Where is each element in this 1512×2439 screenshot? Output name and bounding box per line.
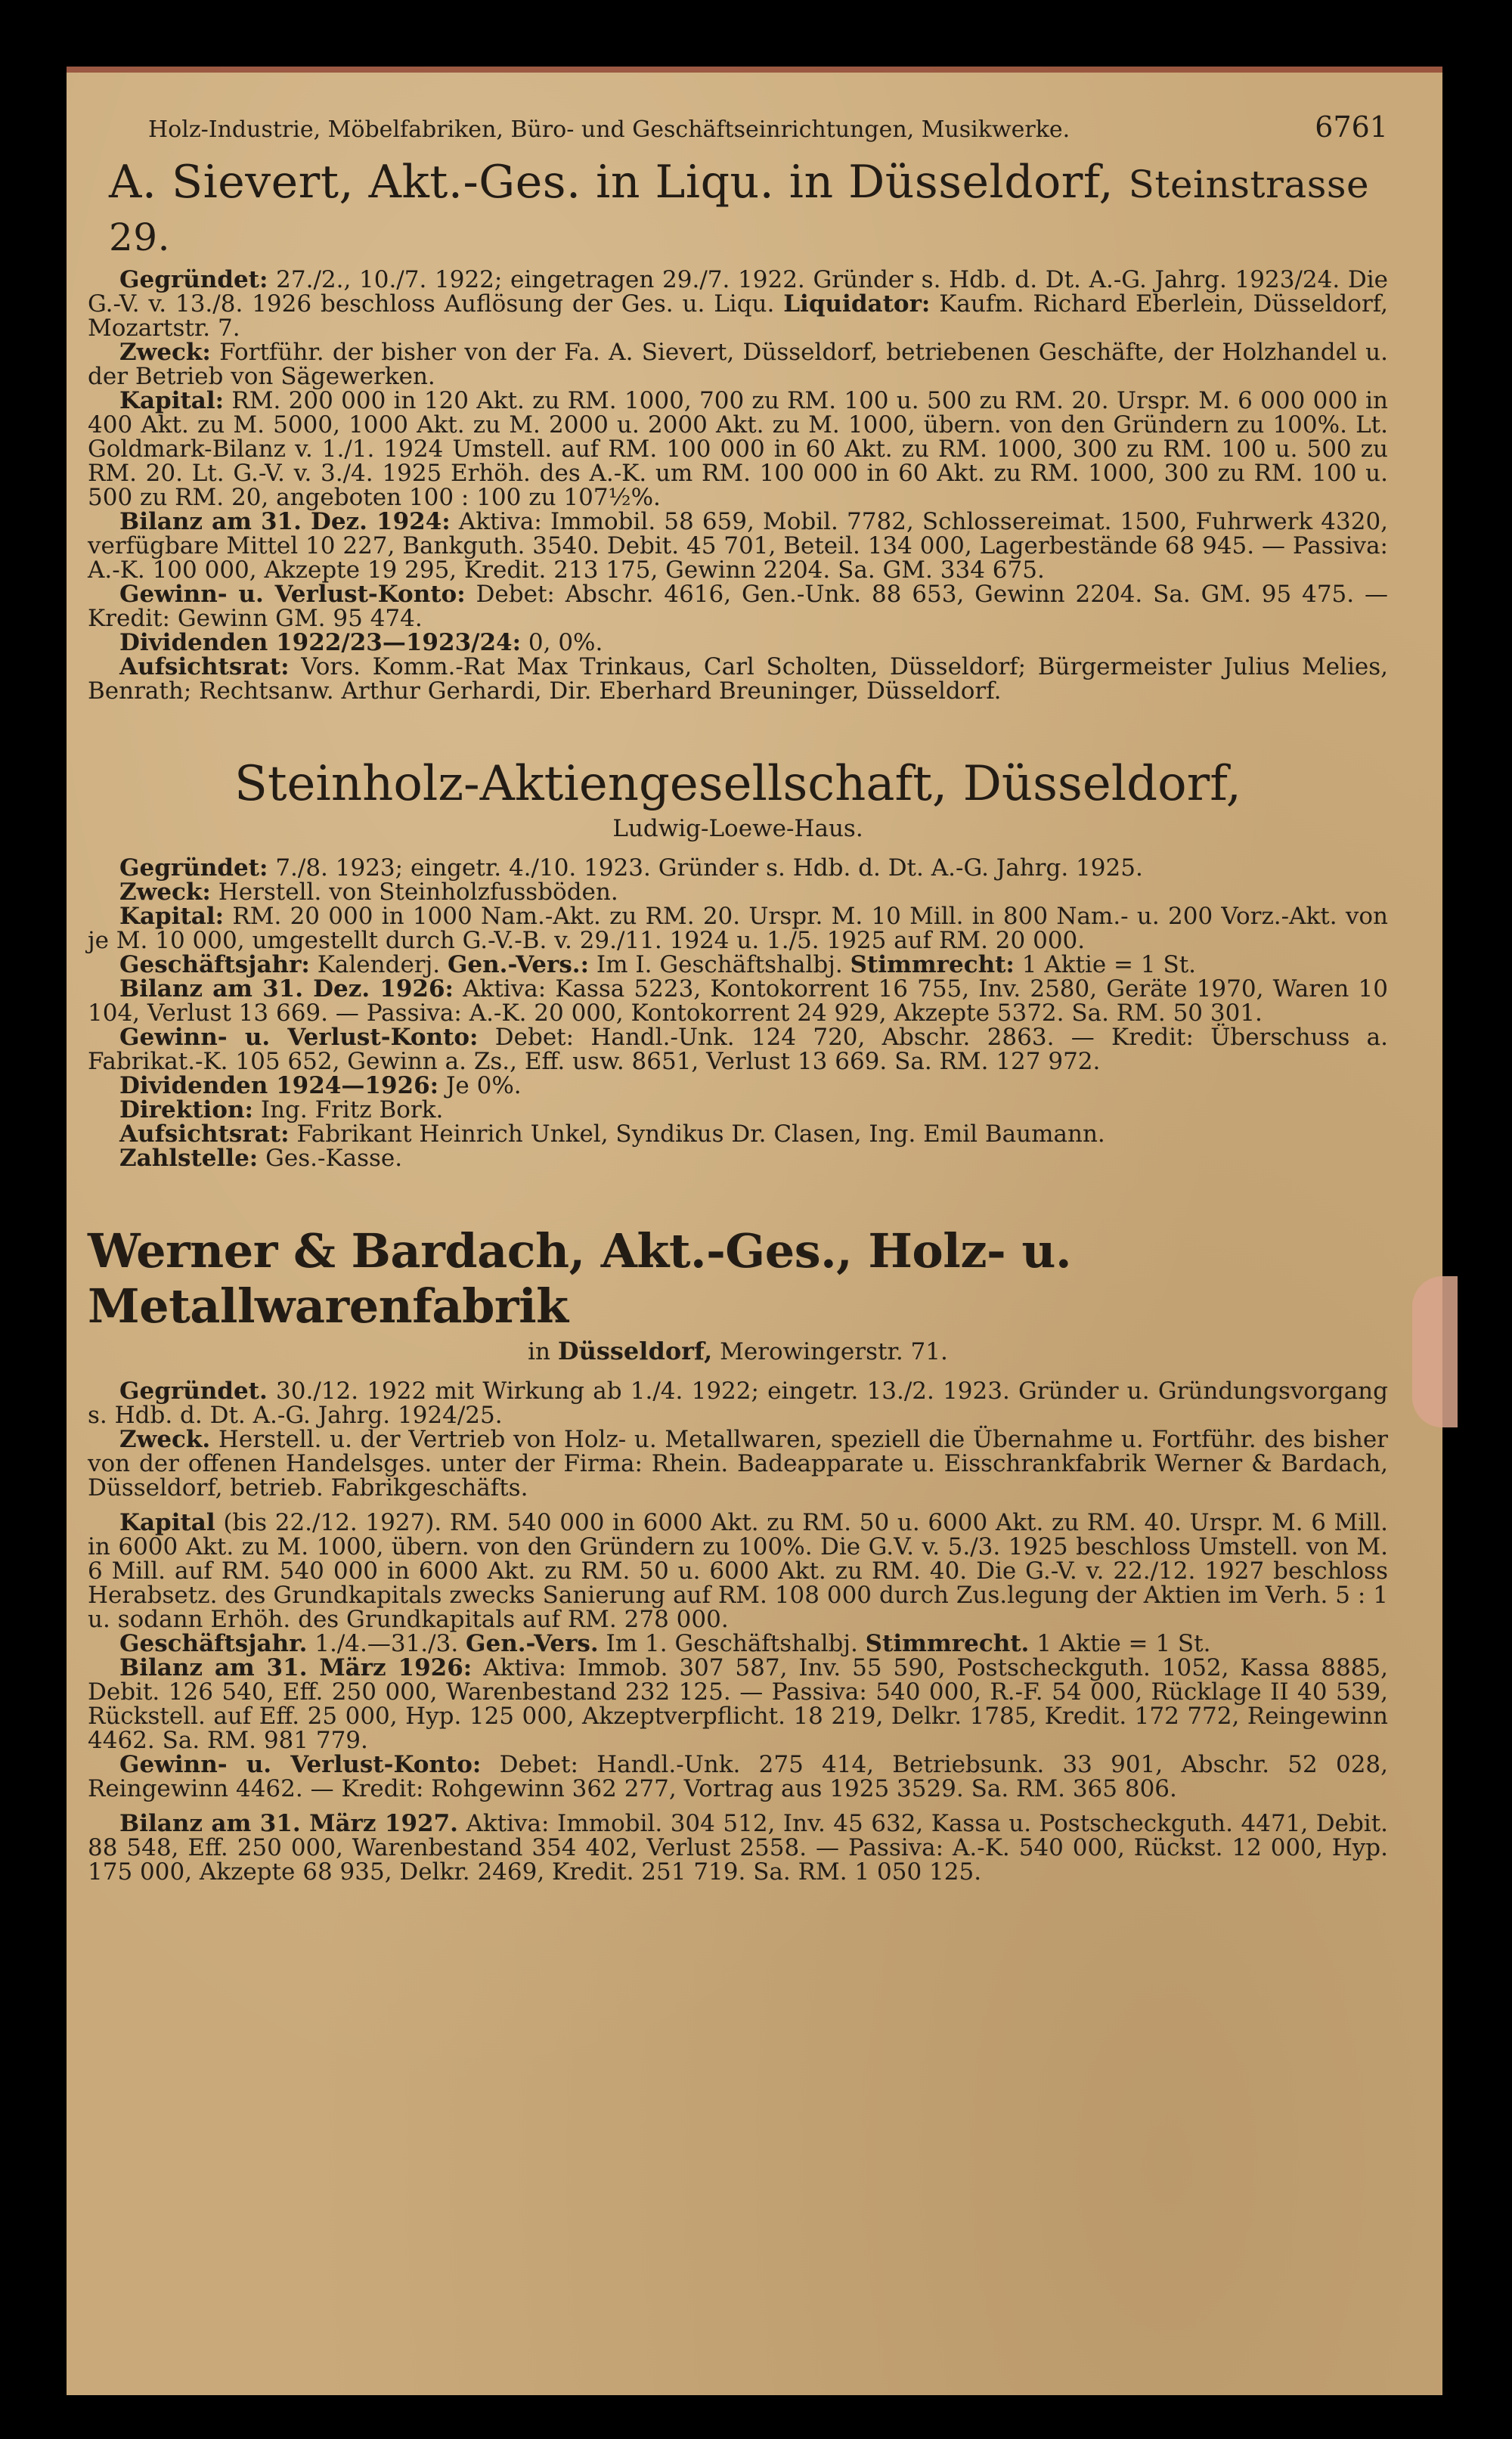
entry-label: Aufsichtsrat: [119, 1120, 290, 1148]
entry-text: Debet: Abschr. 4616, Gen.-Unk. 88 653, Gewinn 2204. Sa. GM. 95 475. — Kredit: Gewinn GM. 95 474. [88, 581, 1388, 632]
entry-text: 27./2., 10./7. 1922; eingetragen 29./7. 1922. Gründer s. Hdb. d. Dt. A.-G. Jahrg. 1923/24. Die G.-V. v. 13./8. 1926 beschloss Auflösung der Ges. u. Liqu. [88, 266, 1388, 318]
entry-text: Debet: Handl.-Unk. 124 720, Abschr. 2863. — Kredit: Überschuss a. Fabrikat.-K. 105 652, Gewinn a. Zs., Eff. usw. 8651, Verlust 13 669. Sa. RM. 127 972. [88, 1024, 1388, 1075]
entry [88, 1427, 1388, 1500]
entry-label: Gen.-Vers. [466, 1630, 599, 1657]
entry [88, 977, 1388, 1025]
entry-text: Je 0%. [445, 1072, 522, 1099]
entry-label: Kapital: [119, 387, 225, 414]
page-content [88, 110, 1388, 1884]
entry [88, 1098, 1388, 1122]
entry-text: Kaufm. Richard Eberlein, Düsseldorf, Mozartstr. 7. [88, 290, 1388, 342]
thumb [1412, 1276, 1458, 1427]
entry-list-steinholz [88, 856, 1388, 1170]
entry-text: 1 Aktie = 1 St. [1021, 951, 1197, 978]
firm-address: Steinstrasse 29. [109, 163, 1370, 259]
entry-text: Fortführ. der bisher von der Fa. A. Sievert, Düsseldorf, betriebenen Geschäfte, der Holzhandel u. der Betrieb von Sägewerken. [88, 339, 1389, 390]
entry-text: Aktiva: Immob. 307 587, Inv. 55 590, Postscheckguth. 1052, Kassa 8885, Debit. 126 540, Eff. 250 000, Warenbestand 232 125. — Passiva: 540 000, R.-F. 54 000, Rücklage II 40 539, Rückstell. auf Eff. 25 000, Hyp. 125 000, Akzeptverpflicht. 18 219, Delkr. 1785, Kredit. 172 772, Reingewinn 4462. Sa. RM. 981 779. [88, 1654, 1388, 1754]
entry-text: Aktiva: Kassa 5223, Kontokorrent 16 755, Inv. 2580, Geräte 1970, Waren 10 104, Verlust 13 669. — Passiva: A.-K. 20 000, Kontokorrent 24 929, Akzepte 5372. Sa. RM. 50 301. [88, 975, 1388, 1027]
entry-text: Aktiva: Immobil. 304 512, Inv. 45 632, Kassa u. Postscheckguth. 4471, Debit. 88 548, Eff. 250 000, Warenbestand 354 402, Verlust 2558. — Passiva: A.-K. 540 000, Rückst. 12 000, Hyp. 175 000, Akzepte 68 935, Delkr. 2469, Kredit. 251 719. Sa. RM. 1 050 125. [88, 1810, 1389, 1886]
entry [88, 1811, 1388, 1884]
entry [88, 1656, 1388, 1753]
entry-list-werner [88, 1379, 1388, 1884]
header-title: Holz-Industrie, Möbelfabriken, Büro- und Geschäftseinrichtungen, Musikwerke. [148, 116, 1070, 143]
entry-label: Stimmrecht: [850, 951, 1015, 978]
entry [88, 1122, 1388, 1146]
entry-text: 0, 0%. [528, 629, 603, 656]
subtitle-city: Düsseldorf, [557, 1337, 713, 1365]
entry [88, 880, 1388, 904]
entry-text: Herstell. von Steinholzfussböden. [218, 879, 618, 906]
entry [88, 1146, 1388, 1170]
page-edge [67, 67, 1442, 73]
entry [88, 582, 1388, 631]
entry-text: 1 Aktie = 1 St. [1036, 1630, 1211, 1657]
entry-label: Gegründet: [119, 854, 268, 882]
entry [88, 1379, 1388, 1427]
running-header [88, 110, 1388, 144]
entry-label: Geschäftsjahr: [119, 951, 310, 978]
entry-label: Zahlstelle: [119, 1145, 259, 1172]
spacer [88, 1170, 1388, 1193]
entry-label: Zweck: [119, 879, 211, 906]
firm-name: A. Sievert, Akt.-Ges. in Liqu. in Düsseldorf, [109, 156, 1114, 209]
entry-text: 1./4.—31./3. [314, 1630, 459, 1657]
entry-text: Vors. Komm.-Rat Max Trinkaus, Carl Scholten, Düsseldorf; Bürgermeister Julius Melies, Benrath; Rechtsanw. Arthur Gerhardi, Dir. Eberhard Breuninger, Düsseldorf. [88, 653, 1389, 705]
entry [88, 1025, 1388, 1074]
entry-label: Dividenden 1922/23—1923/24: [119, 629, 522, 656]
firm-heading-sievert [109, 156, 1388, 262]
subtitle-prefix: in [528, 1338, 551, 1365]
entry-text: Im I. Geschäftshalbj. [596, 951, 843, 978]
entry [88, 904, 1388, 953]
entry-label: Zweck: [119, 339, 211, 366]
entry-label: Bilanz am 31. Dez. 1926: [119, 975, 454, 1003]
page-number: 6761 [1315, 110, 1388, 144]
firm-subtitle [88, 1337, 1388, 1365]
entry-label: Stimmrecht. [865, 1630, 1030, 1657]
book-page [67, 67, 1442, 2395]
entry-label: Kapital [119, 1509, 215, 1536]
entry-label: Gen.-Vers.: [447, 951, 590, 978]
entry-text: Fabrikant Heinrich Unkel, Syndikus Dr. Clasen, Ing. Emil Baumann. [296, 1120, 1105, 1148]
entry [88, 655, 1388, 703]
entry-label: Gewinn- u. Verlust-Konto: [119, 1024, 479, 1051]
entry [88, 389, 1388, 510]
entry [88, 1511, 1388, 1632]
entry [88, 1632, 1388, 1656]
entry-text: Im 1. Geschäftshalbj. [606, 1630, 858, 1657]
entry-label: Bilanz am 31. Dez. 1924: [119, 508, 451, 535]
entry [88, 953, 1388, 977]
entry-text: 30./12. 1922 mit Wirkung ab 1./4. 1922; eingetr. 13./2. 1923. Gründer u. Gründungsvorgang s. Hdb. d. Dt. A.-G. Jahrg. 1924/25. [88, 1378, 1388, 1429]
spacer [88, 703, 1388, 726]
entry-label: Kapital: [119, 903, 225, 930]
entry [88, 268, 1388, 340]
entry [88, 510, 1388, 582]
entry-text: Aktiva: Immobil. 58 659, Mobil. 7782, Schlossereimat. 1500, Fuhrwerk 4320, verfügbare Mittel 10 227, Bankguth. 3540. Debit. 45 701, Beteil. 134 000, Lagerbestände 68 945. — Passiva: A.-K. 100 000, Akzepte 19 295, Kredit. 213 175, Gewinn 2204. Sa. GM. 334 675. [88, 508, 1389, 584]
entry-text: RM. 200 000 in 120 Akt. zu RM. 1000, 700 zu RM. 100 u. 500 zu RM. 20. Urspr. M. 6 000 000 in 400 Akt. zu M. 5000, 1000 Akt. zu M. 2000 u. 2000 Akt. zu M. 1000, übern. von den Gründern zu 100%. Lt. Goldmark-Bilanz v. 1./1. 1924 Umstell. auf RM. 100 000 in 60 Akt. zu RM. 1000, 300 zu RM. 100 u. 500 zu RM. 20. Lt. G.-V. v. 3./4. 1925 Erhöh. des A.-K. um RM. 100 000 in 60 Akt. zu RM. 1000, 300 zu RM. 100 u. 500 zu RM. 20, angeboten 100 : 100 zu 107½%. [88, 387, 1388, 511]
entry-label: Gewinn- u. Verlust-Konto: [119, 581, 466, 608]
firm-heading-steinholz: Steinholz-Aktiengesellschaft, Düsseldorf, [234, 756, 1242, 812]
entry-text: Debet: Handl.-Unk. 275 414, Betriebsunk. 33 901, Abschr. 52 028, Reingewinn 4462. — Kredit: Rohgewinn 362 277, Vortrag aus 1925 3529. Sa. RM. 365 806. [88, 1751, 1388, 1802]
entry-label: Bilanz am 31. März 1927. [119, 1810, 458, 1837]
entry-label: Aufsichtsrat: [119, 653, 290, 680]
firm-heading-werner: Werner & Bardach, Akt.-Ges., Holz- u. Metallwarenfabrik [88, 1223, 1072, 1334]
firm-subtitle: Ludwig-Loewe-Haus. [612, 815, 863, 842]
entry-label: Gegründet: [119, 266, 268, 293]
entry-text: Herstell. u. der Vertrieb von Holz- u. Metallwaren, speziell die Übernahme u. Fortführ. des bisher von der offenen Handelsges. unter der Firma: Rhein. Badeapparate u. Eisschrankfabrik Werner & Bardach, Düsseldorf, betrieb. Fabrikgeschäfts. [88, 1426, 1388, 1502]
entry-text: (bis 22./12. 1927). RM. 540 000 in 6000 Akt. zu RM. 50 u. 6000 Akt. zu RM. 40. Urspr. M. 6 Mill. in 6000 Akt. zu M. 1000, übern. von den Gründern zu 100%. Die G.V. v. 5./3. 1925 beschloss Umstell. von M. 6 Mill. auf RM. 540 000 in 6000 Akt. zu RM. 50 u. 6000 Akt. zu RM. 40. Die G.-V. v. 22./12. 1927 beschloss Herabsetz. des Grundkapitals zwecks Sanierung auf RM. 108 000 durch Zus.legung der Aktien im Verh. 5 : 1 u. sodann Erhöh. des Grundkapitals auf RM. 278 000. [88, 1509, 1389, 1633]
entry [88, 856, 1388, 880]
entry-text: Ing. Fritz Bork. [260, 1096, 444, 1123]
entry-text: RM. 20 000 in 1000 Nam.-Akt. zu RM. 20. Urspr. M. 10 Mill. in 800 Nam.- u. 200 Vorz.-Akt. von je M. 10 000, umgestellt durch G.-V.-B. v. 29./11. 1924 u. 1./5. 1925 auf RM. 20 000. [88, 903, 1388, 954]
entry-label: Zweck. [119, 1426, 211, 1453]
entry-text: Ges.-Kasse. [265, 1145, 403, 1172]
entry-text: Kalenderj. [317, 951, 441, 978]
entry-label: Dividenden 1924—1926: [119, 1072, 439, 1099]
entry-label: Gewinn- u. Verlust-Konto: [119, 1751, 482, 1778]
entry-label: Liquidator: [783, 290, 931, 318]
entry-label: Bilanz am 31. März 1926: [119, 1654, 472, 1681]
entry [88, 1074, 1388, 1098]
entry [88, 631, 1388, 655]
entry-label: Direktion: [119, 1096, 253, 1123]
entry-label: Geschäftsjahr. [119, 1630, 308, 1657]
subtitle-address: Merowingerstr. 71. [720, 1338, 948, 1365]
entry-list-sievert [88, 268, 1388, 703]
entry [88, 340, 1388, 389]
entry-text: 7./8. 1923; eingetr. 4./10. 1923. Gründer s. Hdb. d. Dt. A.-G. Jahrg. 1925. [275, 854, 1143, 882]
entry-label: Gegründet. [119, 1378, 268, 1405]
entry [88, 1753, 1388, 1801]
